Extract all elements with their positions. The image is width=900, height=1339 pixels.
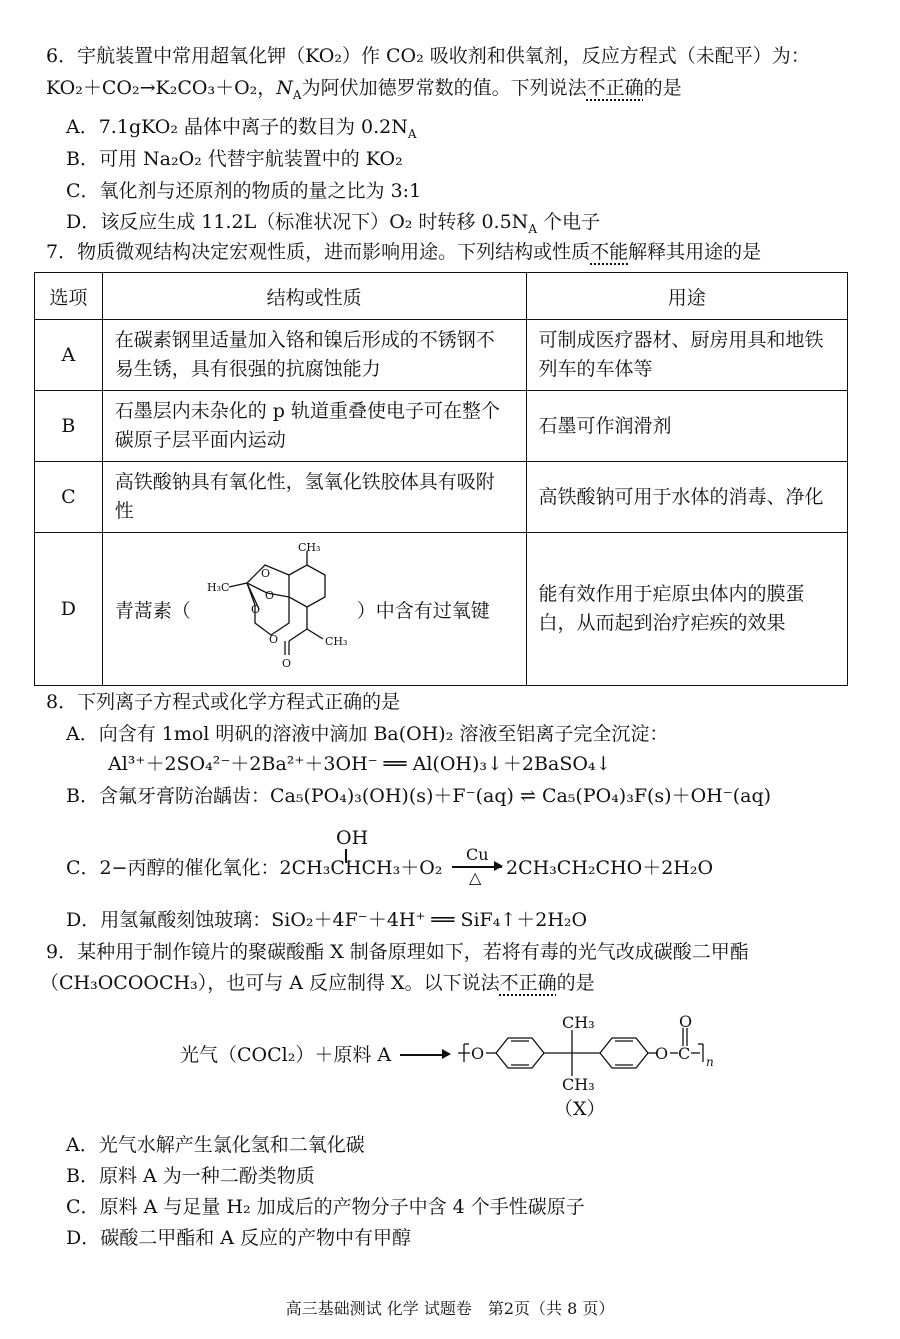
q8-c-catalyst: Cu (466, 845, 489, 864)
q6-option-d[interactable]: D．该反应生成 11.2L（标准状况下）O₂ 时转移 $0.5N_A$ 个电子 (66, 211, 601, 236)
q9-stem-line2 (40, 971, 595, 995)
artemisinin-structure (189, 543, 359, 675)
poly-me1: CH₃ (562, 1013, 595, 1032)
mol-me-top: CH₃ (297, 543, 321, 554)
q7-stem-a: 7．物质微观结构决定宏观性质，进而影响用途。下列结构或性质 (46, 241, 591, 263)
q8-c-heat: △ (469, 868, 482, 887)
q7-row-a-property: 在碳素钢里适量加入铬和镍后形成的不锈钢不易生锈，具有很强的抗腐蚀能力 (114, 329, 495, 380)
q7-row-d (35, 533, 848, 686)
poly-me2: CH₃ (562, 1075, 595, 1094)
q6-stem-line2: KO₂＋CO₂→K₂CO₃＋O₂，$N_A$为阿伏加德罗常数的值。下列说法不正确的是 (46, 77, 682, 102)
poly-n: n (706, 1055, 714, 1069)
q9-stem-line1: 9．某种用于制作镜片的聚碳酸酯 X 制备原理如下，若将有毒的光气改成碳酸二甲酯 (46, 941, 749, 963)
q7-stem-b: 解释其用途的是 (628, 241, 762, 263)
q6-option-d-text: D．该反应生成 11.2L（标准状况下）O₂ 时转移 0.5N (66, 211, 529, 233)
mol-o5: O (281, 657, 291, 670)
q7-row-b-option: B (35, 391, 103, 462)
q6-option-b-text: B．可用 Na₂O₂ 代替宇航装置中的 KO₂ (66, 148, 403, 170)
q7-row-b-use: 石墨可作润滑剂 (538, 414, 672, 437)
q7-header-option: 选项 (35, 273, 103, 320)
mol-o3: O (250, 603, 260, 616)
q6-equation: KO₂＋CO₂→K₂CO₃＋O₂， (46, 77, 277, 99)
q9-label-x: （X） (554, 1098, 606, 1120)
q9-stem-a: （CH₃OCOOCH₃），也可与 A 反应制得 X。以下说法 (40, 972, 500, 994)
mol-me-left: H₃C (206, 581, 230, 594)
q9-option-c[interactable] (66, 1195, 585, 1219)
q8-option-c-right: 2CH₃CH₂CHO＋2H₂O (506, 857, 714, 879)
q6-option-c-text: C．氧化剂与还原剂的物质的量之比为 3:1 (66, 180, 422, 202)
q8-stem: 8．下列离子方程式或化学方程式正确的是 (46, 691, 401, 713)
q6-option-c[interactable] (66, 179, 421, 203)
mol-me-right: CH₃ (324, 635, 348, 648)
mol-o1: O (260, 567, 270, 580)
q7-table (34, 272, 848, 686)
q6-na: N (276, 77, 293, 99)
q9-option-a-text: A．光气水解产生氯化氢和二氧化碳 (66, 1134, 365, 1156)
q8-option-d-text: D．用氢氟酸刻蚀玻璃：SiO₂＋4F⁻＋4H⁺ ══ SiF₄↑＋2H₂O (66, 909, 588, 931)
poly-carbonyl-o: O (679, 1012, 693, 1031)
q8-option-b[interactable] (66, 784, 771, 808)
q8-option-a-line1: A．向含有 1mol 明矾的溶液中滴加 Ba(OH)₂ 溶液至铝离子完全沉淀： (66, 723, 669, 745)
q6-stem-mid: 为阿伏加德罗常数的值。下列说法 (301, 77, 587, 99)
q7-row-a-use: 可制成医疗器材、厨房用具和地铁列车的车体等 (538, 329, 824, 380)
q9-reaction-arrowhead (442, 1049, 451, 1059)
q8-option-a-equation: Al³⁺＋2SO₄²⁻＋2Ba²⁺＋3OH⁻ ══ Al(OH)₃↓＋2BaSO₄↓ (108, 753, 612, 775)
q9-reaction-arrow (400, 1054, 448, 1056)
q6-option-d-tail: 个电子 (543, 211, 601, 233)
q6-option-a-text: A．7.1gKO₂ 晶体中离子的数目为 0.2N (66, 116, 408, 138)
q9-stem-b: 的是 (556, 972, 595, 994)
q9-option-a[interactable] (66, 1133, 365, 1157)
q8-option-c[interactable] (66, 856, 442, 880)
poly-o1: O (471, 1044, 485, 1063)
q8-option-a[interactable] (66, 722, 668, 746)
q9-emphasis: 不正确 (499, 972, 557, 994)
q9-reaction-left: 光气（COCl₂）＋原料 A (180, 1044, 392, 1066)
mol-o2: O (264, 589, 274, 602)
q8-c-hydroxyl: OH (336, 827, 369, 849)
poly-c: C (678, 1044, 691, 1063)
q8-option-b-text: B．含氟牙膏防治龋齿：Ca₅(PO₄)₃(OH)(s)＋F⁻(aq) ⇌ Ca₅(PO₄)₃F(s)＋OH⁻(aq) (66, 785, 772, 807)
q7-row-c (35, 462, 848, 533)
q7-emphasis: 不能 (590, 241, 629, 263)
page-footer: 高三基础测试 化学 试题卷 第2页（共 8 页） (285, 1299, 615, 1318)
q7-row-c-property: 高铁酸钠具有氧化性，氢氧化铁胶体具有吸附性 (114, 471, 495, 522)
q7-row-d-property-b: ）中含有过氧键 (356, 599, 490, 622)
q6-stem-line1: 6．宇航装置中常用超氧化钾（KO₂）作 CO₂ 吸收剂和供氧剂，反应方程式（未配平）为： (46, 45, 810, 67)
q7-row-b-property: 石墨层内未杂化的 p 轨道重叠使电子可在整个碳原子层平面内运动 (114, 400, 500, 451)
poly-o2: O (655, 1044, 669, 1063)
mol-o4: O (268, 633, 278, 646)
q7-row-a-option: A (35, 320, 103, 391)
q8-option-c-left: C．2−丙醇的催化氧化：2CH₃CHCH₃＋O₂ (66, 857, 443, 879)
q7-row-b (35, 391, 848, 462)
q7-row-c-option: C (35, 462, 103, 533)
q9-option-d-text: D．碳酸二甲酯和 A 反应的产物中有甲醇 (66, 1227, 412, 1249)
q7-header-property: 结构或性质 (102, 273, 526, 320)
q7-row-d-property-a: 青蒿素（ (114, 599, 191, 622)
q6-option-a[interactable]: A．7.1gKO₂ 晶体中离子的数目为 $0.2N_A$ (66, 116, 417, 141)
q6-emphasis: 不正确 (586, 77, 644, 99)
q9-option-d[interactable] (66, 1226, 411, 1250)
q8-option-d[interactable] (66, 908, 587, 932)
q7-row-d-use: 能有效作用于疟原虫体内的膜蛋白，从而起到治疗疟疾的效果 (538, 583, 805, 634)
q8-c-arrowhead (494, 861, 503, 871)
q6-option-b[interactable] (66, 147, 403, 171)
q7-row-a (35, 320, 848, 391)
q7-row-c-use: 高铁酸钠可用于水体的消毒、净化 (538, 485, 824, 508)
q9-option-b[interactable] (66, 1164, 315, 1188)
q7-header-use: 用途 (526, 273, 848, 320)
q9-option-c-text: C．原料 A 与足量 H₂ 加成后的产物分子中含 4 个手性碳原子 (66, 1196, 585, 1218)
q7-row-d-option: D (35, 533, 103, 686)
q9-option-b-text: B．原料 A 为一种二酚类物质 (66, 1165, 315, 1187)
q7-stem (46, 240, 761, 264)
q6-stem-end: 的是 (643, 77, 682, 99)
